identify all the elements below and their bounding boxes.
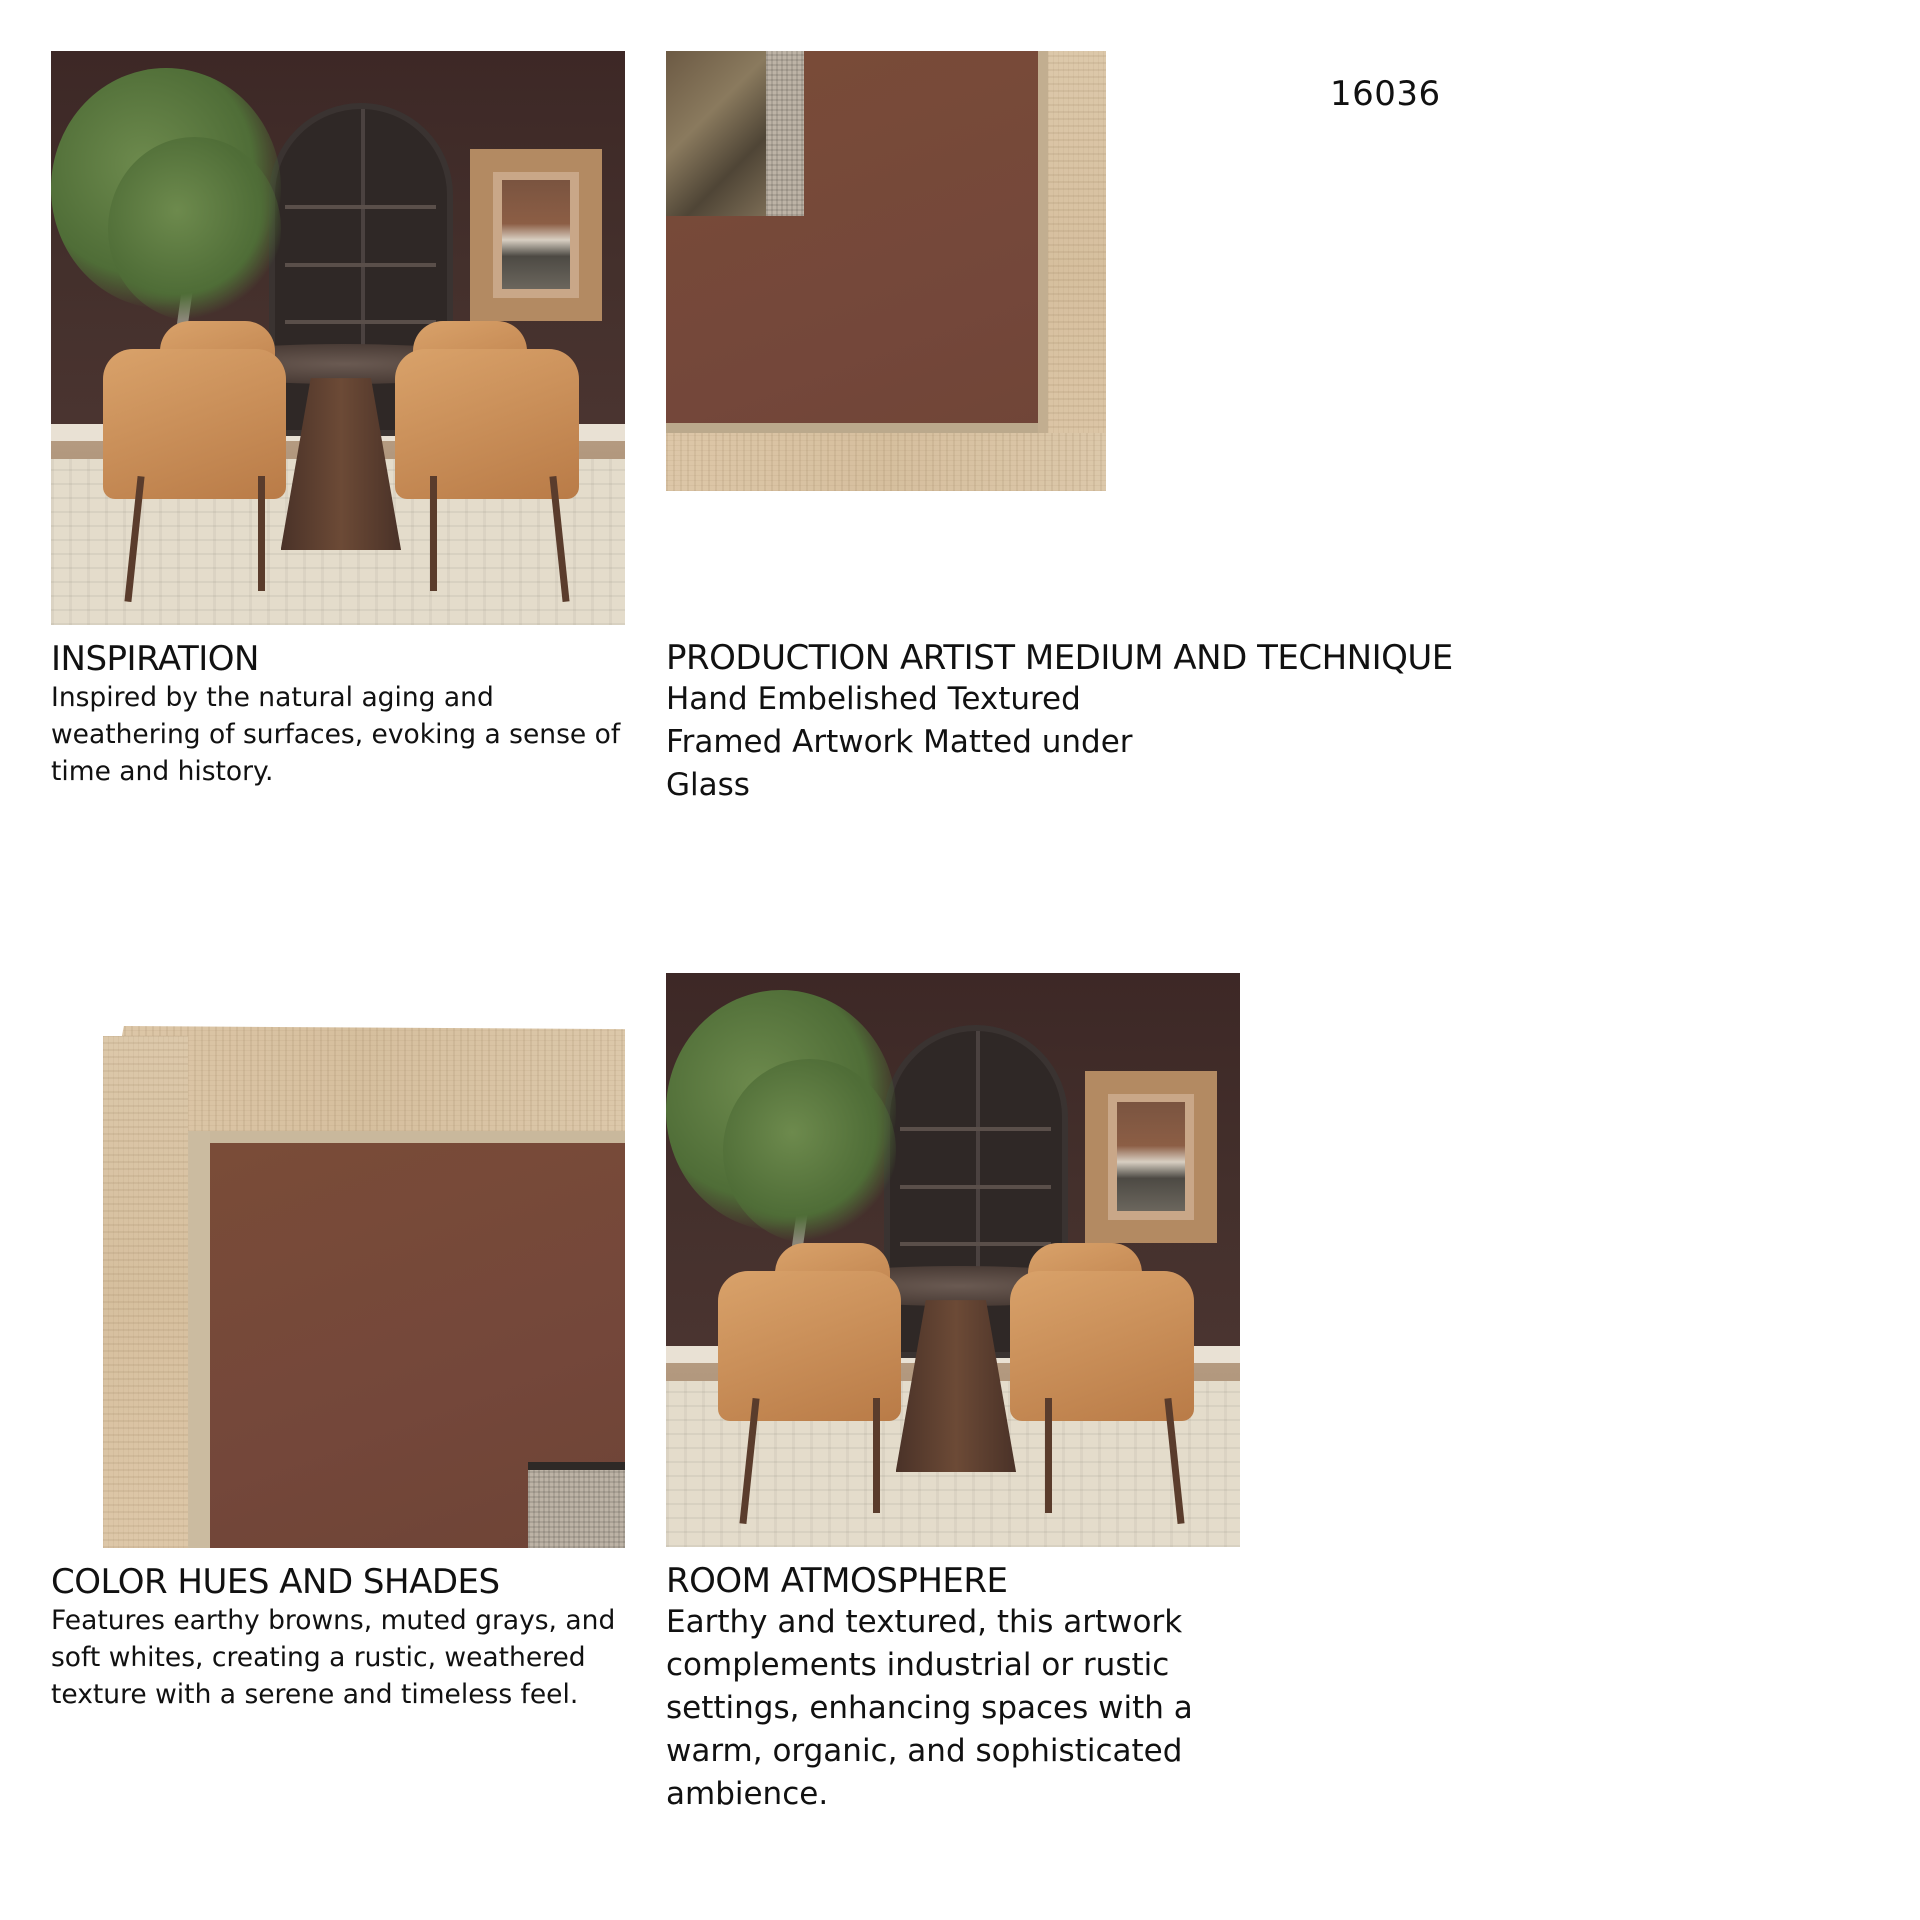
inspiration-room-photo bbox=[51, 51, 625, 625]
color-hues-closeup bbox=[103, 1026, 625, 1548]
room-atmosphere-photo bbox=[666, 973, 1240, 1547]
room-atmosphere-text: Earthy and textured, this artwork complements industrial or rustic settings, enhancing spaces with a warm, organic, and sophisticated ambience. bbox=[666, 1604, 1193, 1812]
frame-corner-closeup bbox=[666, 51, 1106, 491]
wall-artwork bbox=[470, 149, 602, 321]
color-hues-text: Features earthy browns, muted grays, and soft whites, creating a rustic, weathered texture with a serene and timeless feel. bbox=[51, 1605, 616, 1710]
product-number: 16036 bbox=[1330, 74, 1441, 114]
production-heading: PRODUCTION ARTIST MEDIUM AND TECHNIQUE bbox=[666, 638, 1453, 678]
production-text: Hand Embelished Textured Framed Artwork Matted under Glass bbox=[666, 681, 1133, 803]
color-hues-heading: COLOR HUES AND SHADES bbox=[51, 1562, 500, 1602]
inspiration-heading: INSPIRATION bbox=[51, 639, 259, 679]
room-atmosphere-heading: ROOM ATMOSPHERE bbox=[666, 1561, 1008, 1601]
inspiration-text: Inspired by the natural aging and weathering of surfaces, evoking a sense of time and history. bbox=[51, 682, 621, 787]
